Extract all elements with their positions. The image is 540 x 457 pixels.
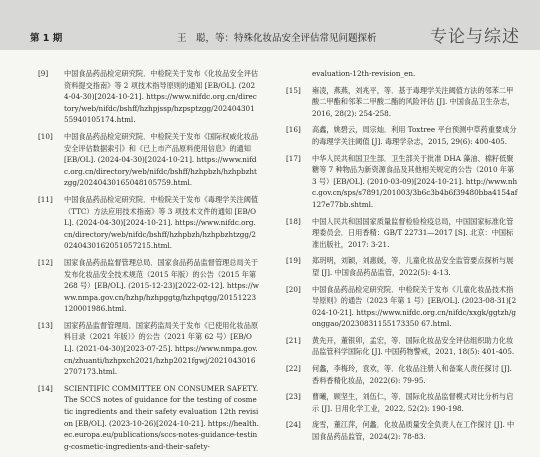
reference-continuation: evaluation-12th-revision_en. [312, 69, 416, 78]
reference-text: 雍凌，燕燕，刘兆平，等．基于毒理学关注阈值方法的邻苯二甲酸二甲酯和邻苯二甲酸二酯的风险评估 [J]. 中国食品卫生杂志，2016, 28(2): 254-258. [312, 85, 515, 118]
reference-text: 高鑫，姚碧云，周宗灿．利用 Toxtree 平台预测中草药重要成分的毒理学关注阈值 [J]. 毒理学杂志，2015, 29(6): 400-405. [312, 125, 517, 146]
reference-item [38, 68, 259, 126]
reference-item [38, 131, 259, 189]
reference-number: [17] [286, 153, 301, 163]
page-header [0, 0, 540, 50]
reference-number: [9] [38, 69, 49, 78]
reference-text: SCIENTIFIC COMMITTEE ON CONSUMER SAFETY. The SCCS notes of guidance for the testing of cosmetic ingredients and their safety evaluation 12th revision [EB/OL]. (2023-10-26)[2024-10-21]. https://health.ec.europa.eu/publications/sccs-notes-guidance-testing-cosmetic-ingredients-and-their-safety- [64, 383, 259, 451]
reference-text: 中华人民共和国卫生部．卫生部关于批准 DHA 藻油、棉籽低聚糖等 7 种物品为新资源食品及其他相关规定的公告（2010 年第 3 号）[EB/OL]. (2010-03-09)[2024-10-21]. http://www.nhc.gov.cn/sps/s7891/201003/3b6c3b4b6f39480bba4154af127e77bb.shtml. [312, 153, 518, 209]
reference-item [286, 363, 518, 386]
reference-item [38, 320, 259, 378]
reference-text: 郑玥明，刘颖，刘惠媛，等．儿童化妆品安全监管要点探析与展望 [J]. 中国食品药品监管，2022(5): 4-13. [312, 256, 514, 277]
reference-item [286, 391, 518, 414]
reference-number: [12] [38, 257, 53, 267]
reference-text: 中国食品药品检定研究院．中检院关于发布《国际权威化妆品安全评估数据索引》和《已上市产品原料使用信息》的通知 [EB/OL]. (2024-04-30)[2024-10-21]. https://www.nifdc.org.cn/directory/web/nifdc/bshff/hzhpbzh/hzhpbzhtzgg/20240430165048105759.html. [64, 131, 259, 188]
reference-item [38, 194, 259, 252]
reference-item [38, 257, 259, 315]
reference-text: 国家药品监督管理局．国家药监局关于发布《已使用化妆品原料目录（2021 年版）》的公告（2021 年第 62 号）[EB/OL]. (2021-04-30)[2023-07-25]. https://www.nmpa.gov.cn/zhuanti/hzhpxch2021/hzhp2021fgwj/20210430162707173.html. [64, 320, 259, 377]
reference-text: 何蠡，李梅玲，袁欢，等．化妆品注册人和备案人责任探讨 [J]. 香料香精化妆品，2022(6): 79-95. [312, 364, 512, 385]
reference-text: 中国食品药品检定研究院．中检院关于发布《化妆品安全评估资料提交指南》等 2 项技术指导原则的通知 [EB/OL]. (2024-04-30)[2024-10-21]. https://www.nifdc.org.cn/directory/web/nifdc/bshff/hzhpjssp/hzpsptzgg/20240430155940105174.html. [64, 69, 259, 125]
reference-item [286, 284, 518, 330]
reference-item [38, 383, 259, 453]
reference-text: 曹曦，顾坚生，刘伍仁，等．国际化妆品监督模式对比分析与启示 [J]. 日用化学工业，2022, 52(2): 190-198. [312, 392, 514, 413]
reference-number: [20] [286, 284, 301, 294]
reference-item [286, 255, 518, 278]
reference-text: 国家食品药品监督管理总局．国家食品药品监督管理总局关于发布化妆品安全技术规范（2015 年版）的公告（2015 年第 268 号）[EB/OL]. (2015-12-23)[2022-02-12]. https://www.nmpa.gov.cn/hzhp/hzhpggtg/hzhpqtgg/20151223120001986.html. [64, 257, 259, 314]
reference-item [286, 153, 518, 211]
issue-number: 第 1 期 [30, 33, 63, 44]
reference-item [286, 419, 518, 442]
reference-item [286, 216, 518, 251]
reference-text: 庞雪，董江萍，何蠡．化妆品质量安全负责人在工作探讨 [J]. 中国食品药品监管，2024(2): 78-83. [312, 420, 515, 442]
reference-item [286, 335, 518, 358]
left-column [38, 68, 259, 457]
reference-number: [19] [286, 256, 301, 266]
reference-number: [22] [286, 364, 301, 374]
reference-text: 中国食品药品检定研究院．中检院关于发布《毒理学关注阈值（TTC）方法应用技术指南》等 3 项技术文件的通知 [EB/OL]. (2024-04-30)[2024-10-21]. https://www.nifdc.org.cn/directory/web/nifdc/bshff/hzhpbzh/hzhpbzhtzgg/20240430162051057215.html. [64, 194, 259, 251]
reference-number: [10] [38, 131, 53, 141]
reference-number: [11] [38, 194, 53, 204]
reference-text: 中国食品药品检定研究院．中检院关于发布《儿童化妆品技术指导原则》的通告（2023 年第 1 号）[EB/OL]. (2023-08-31)[2024-10-21]. https://www.nifdc.org.cn/nifdc/xxgk/ggtzh/gonggao/20230831155173350 67.html. [312, 284, 517, 329]
reference-number: [21] [286, 335, 301, 345]
reference-item [286, 85, 518, 120]
right-column [286, 68, 518, 448]
reference-number: [23] [286, 392, 301, 402]
reference-number: [13] [38, 320, 53, 330]
reference-number: [24] [286, 420, 301, 430]
section-title: 专论与综述 [430, 27, 520, 47]
running-title: 王 聪，等：特殊化妆品安全评估常见问题探析 [177, 33, 377, 44]
reference-number: [14] [38, 383, 53, 393]
reference-text: 黄先开，董银卯，孟宏，等．国际化妆品安全评估组织助力化妆品监管科学国际化 [J]. 中国药物警戒，2021, 18(5): 401-405. [312, 335, 515, 357]
reference-item [286, 124, 518, 147]
reference-number: [15] [286, 85, 301, 95]
reference-text: 中国人民共和国国家质量监督检验检疫总局，中国国家标准化管理委员会．日用香精：GB/T 22731—2017 [S]. 北京：中国标准出版社，2017: 3-21. [312, 216, 514, 249]
reference-number: [18] [286, 216, 301, 226]
reference-number: [16] [286, 125, 301, 135]
